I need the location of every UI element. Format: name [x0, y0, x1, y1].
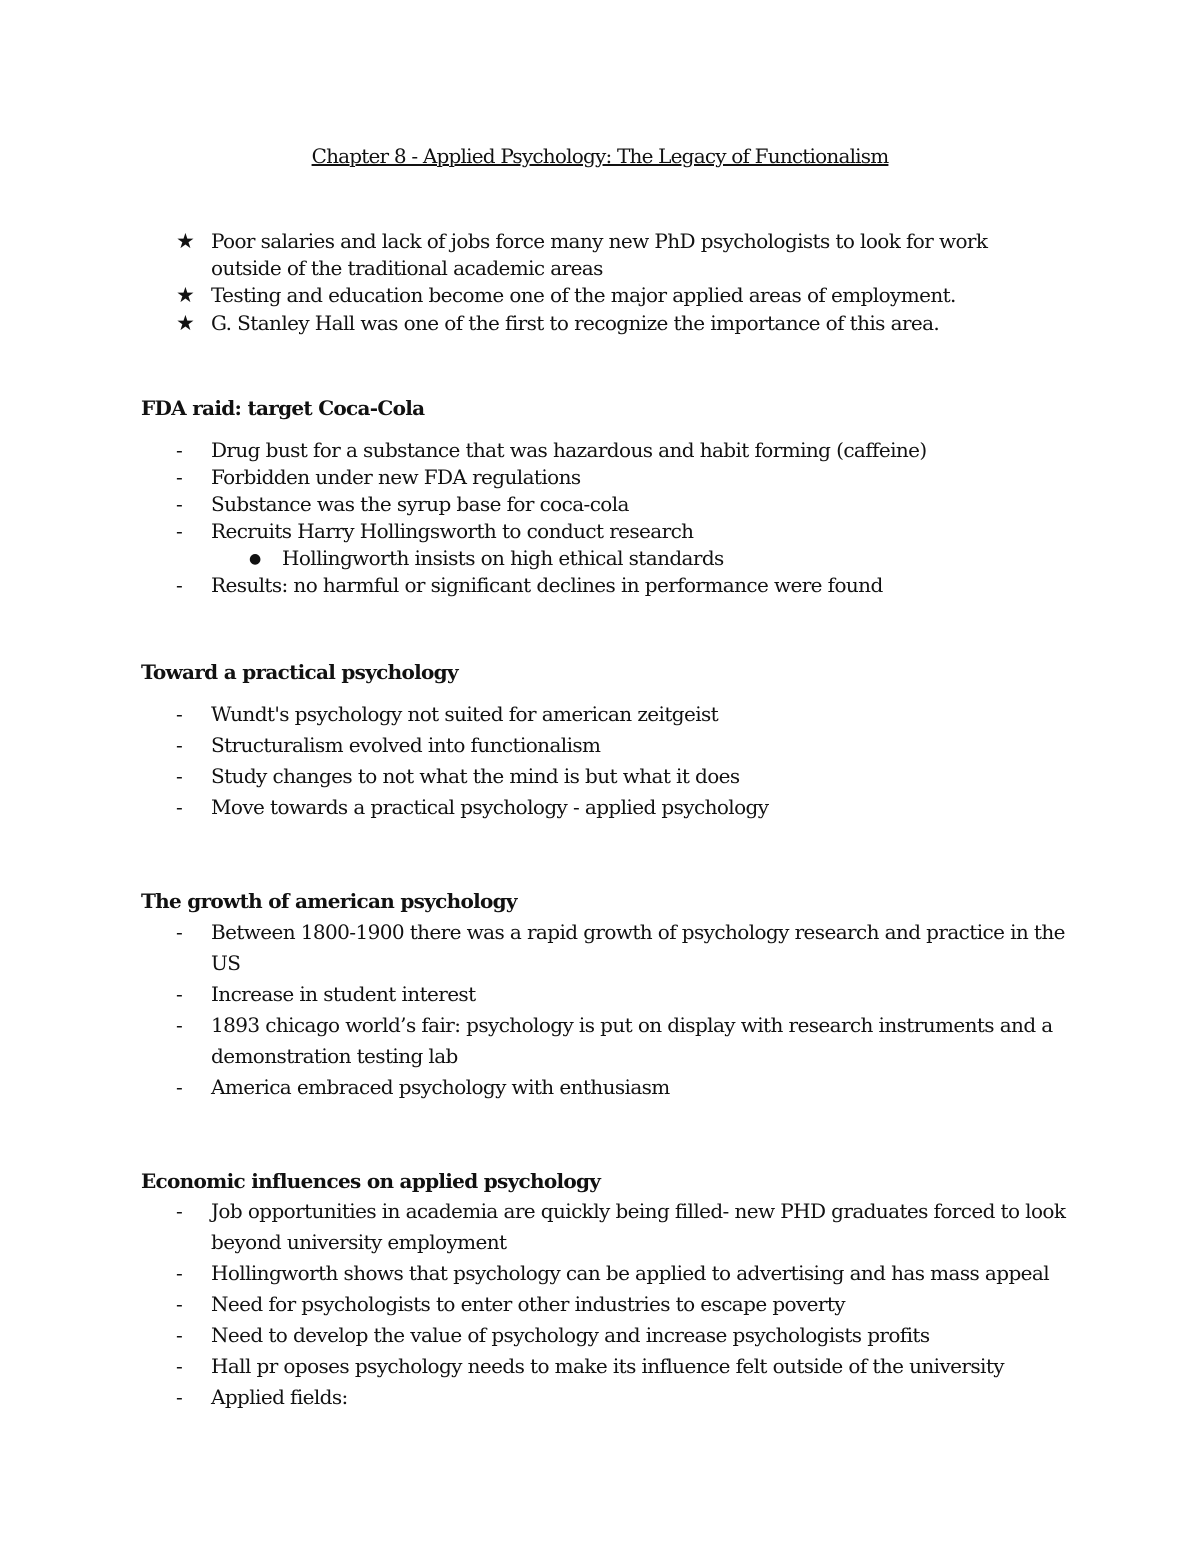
- intro-item-text: Poor salaries and lack of jobs force many new PhD psychologists to look for work: [211, 229, 988, 253]
- dash-bullet: -: [176, 465, 183, 489]
- dash-bullet: -: [176, 733, 183, 757]
- circle-bullet-icon: ●: [249, 551, 261, 567]
- dash-bullet: -: [176, 1385, 183, 1409]
- list-item: Applied fields:: [211, 1385, 348, 1409]
- section-heading: The growth of american psychology: [141, 889, 517, 913]
- section-heading: FDA raid: target Coca-Cola: [141, 396, 425, 420]
- list-item: Substance was the syrup base for coca-cola: [211, 492, 629, 516]
- list-item: Study changes to not what the mind is but what it does: [211, 764, 740, 788]
- dash-bullet: -: [176, 1199, 183, 1223]
- list-item: Need for psychologists to enter other industries to escape poverty: [211, 1292, 846, 1316]
- list-item: Job opportunities in academia are quickly being filled- new PHD graduates forced to look: [211, 1199, 1066, 1223]
- star-bullet-icon: ★: [176, 229, 195, 253]
- sub-list-item: Hollingworth insists on high ethical standards: [282, 546, 724, 570]
- list-item: beyond university employment: [211, 1230, 507, 1254]
- list-item: 1893 chicago world’s fair: psychology is put on display with research instruments and a: [211, 1013, 1053, 1037]
- dash-bullet: -: [176, 519, 183, 543]
- dash-bullet: -: [176, 438, 183, 462]
- list-item: Hollingworth shows that psychology can be applied to advertising and has mass appeal: [211, 1261, 1050, 1285]
- list-item: Need to develop the value of psychology and increase psychologists profits: [211, 1323, 930, 1347]
- page-title: Chapter 8 - Applied Psychology: The Legacy of Functionalism: [311, 144, 889, 168]
- dash-bullet: -: [176, 764, 183, 788]
- list-item: Move towards a practical psychology - applied psychology: [211, 795, 769, 819]
- list-item: Between 1800-1900 there was a rapid growth of psychology research and practice in the: [211, 920, 1065, 944]
- section-heading: Economic influences on applied psychology: [141, 1169, 601, 1193]
- list-item: demonstration testing lab: [211, 1044, 458, 1068]
- list-item: Results: no harmful or significant declines in performance were found: [211, 573, 883, 597]
- list-item: Increase in student interest: [211, 982, 476, 1006]
- star-bullet-icon: ★: [176, 311, 195, 335]
- star-bullet-icon: ★: [176, 283, 195, 307]
- dash-bullet: -: [176, 1261, 183, 1285]
- dash-bullet: -: [176, 1292, 183, 1316]
- list-item: Hall pr oposes psychology needs to make its influence felt outside of the university: [211, 1354, 1004, 1378]
- dash-bullet: -: [176, 920, 183, 944]
- dash-bullet: -: [176, 1075, 183, 1099]
- list-item: US: [211, 951, 241, 975]
- dash-bullet: -: [176, 795, 183, 819]
- intro-item-text: G. Stanley Hall was one of the first to recognize the importance of this area.: [211, 311, 940, 335]
- list-item: Recruits Harry Hollingsworth to conduct research: [211, 519, 694, 543]
- intro-item-text: outside of the traditional academic areas: [211, 256, 603, 280]
- dash-bullet: -: [176, 982, 183, 1006]
- dash-bullet: -: [176, 492, 183, 516]
- section-heading: Toward a practical psychology: [141, 660, 458, 684]
- list-item: Structuralism evolved into functionalism: [211, 733, 601, 757]
- list-item: Drug bust for a substance that was hazardous and habit forming (caffeine): [211, 438, 927, 462]
- dash-bullet: -: [176, 573, 183, 597]
- dash-bullet: -: [176, 1013, 183, 1037]
- list-item: Wundt's psychology not suited for american zeitgeist: [211, 702, 719, 726]
- list-item: America embraced psychology with enthusiasm: [211, 1075, 670, 1099]
- list-item: Forbidden under new FDA regulations: [211, 465, 581, 489]
- dash-bullet: -: [176, 1354, 183, 1378]
- intro-item-text: Testing and education become one of the major applied areas of employment.: [211, 283, 956, 307]
- dash-bullet: -: [176, 1323, 183, 1347]
- dash-bullet: -: [176, 702, 183, 726]
